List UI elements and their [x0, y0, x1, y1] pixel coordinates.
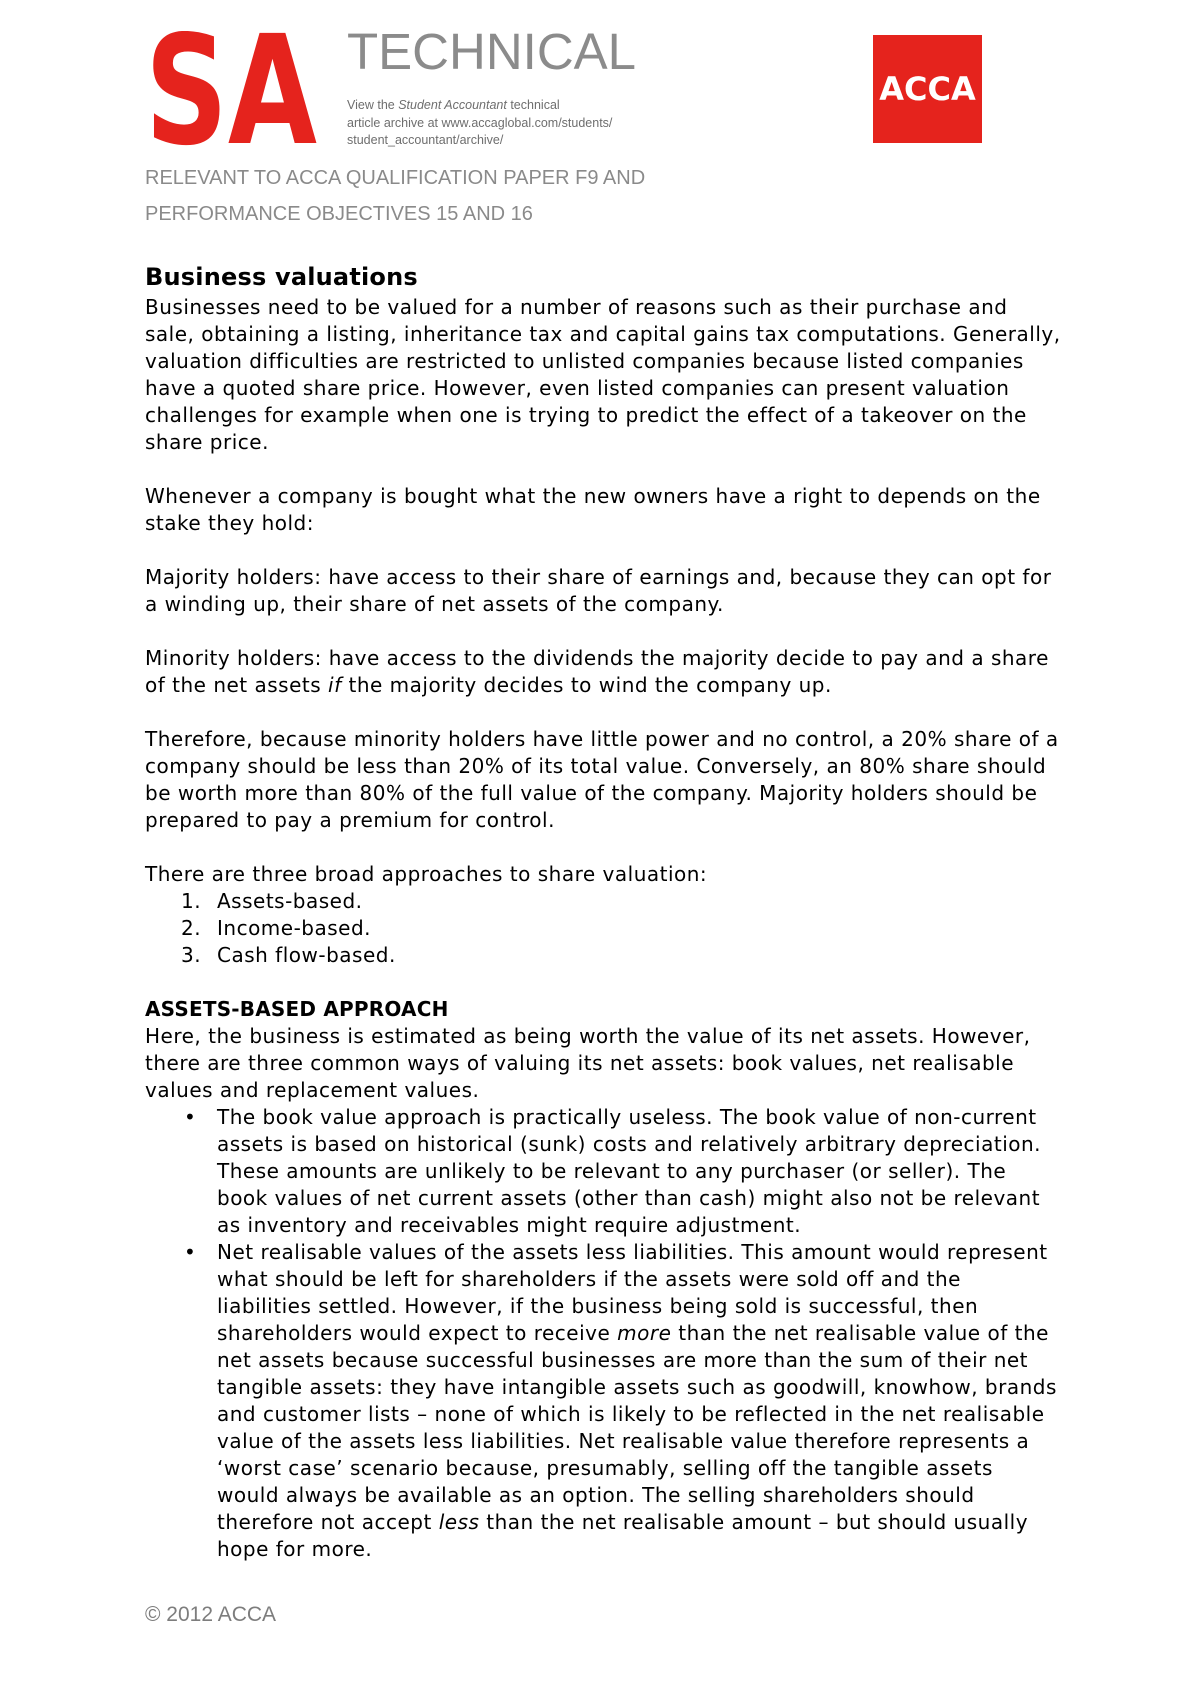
text-line: hope for more.	[217, 1537, 373, 1561]
text-line: ‘worst case’ scenario because, presumably, selling off the tangible assets	[217, 1456, 993, 1480]
list-number: 3.	[181, 943, 202, 967]
text-line: be worth more than 80% of the full value of the company. Majority holders should be	[145, 781, 1038, 805]
text-line: assets is based on historical (sunk) costs and relatively arbitrary depreciation.	[217, 1132, 1042, 1156]
bullet-item	[145, 1104, 1145, 1239]
masthead-label: TECHNICAL	[347, 23, 637, 80]
approach-list-item	[145, 888, 1145, 915]
text-line: a winding up, their share of net assets of the company.	[145, 592, 724, 616]
text-line	[217, 1509, 1057, 1536]
text-segment: shareholders would expect to receive	[217, 1321, 618, 1345]
text-line: Minority holders: have access to the dividends the majority decide to pay and a share	[145, 646, 1049, 670]
text-line: there are three common ways of valuing its net assets: book values, net realisable	[145, 1051, 1015, 1075]
relevance-statement	[145, 160, 645, 232]
text-line: value of the assets less liabilities. Net realisable value therefore represents a	[217, 1429, 1030, 1453]
text-line: stake they hold:	[145, 511, 314, 535]
text-line: prepared to pay a premium for control.	[145, 808, 555, 832]
text-line: net assets because successful businesses are more than the sum of their net	[217, 1348, 1029, 1372]
text-line: Here, the business is estimated as being worth the value of its net assets. However,	[145, 1024, 1031, 1048]
text-line	[145, 672, 1145, 699]
text-line: would always be available as an option. The selling shareholders should	[217, 1483, 975, 1507]
text-line: Businesses need to be valued for a number of reasons such as their purchase and	[145, 295, 1008, 319]
approaches-block	[145, 861, 1145, 969]
article-title: Business valuations	[145, 263, 418, 291]
list-item-label: Income-based.	[217, 916, 372, 940]
text-line: valuation difficulties are restricted to unlisted companies because listed companies	[145, 349, 1024, 373]
emphasis: more	[617, 1321, 672, 1345]
emphasis: if	[328, 673, 342, 697]
control-premium-paragraph	[145, 726, 1145, 834]
text-segment: View the	[347, 98, 399, 112]
text-line: liabilities settled. However, if the business being sold is successful, then	[217, 1294, 979, 1318]
acca-logo	[873, 35, 982, 143]
text-line	[217, 1320, 1057, 1347]
acca-logo-text: ACCA	[879, 70, 976, 108]
bullet-item	[145, 1239, 1145, 1563]
bullet-text	[217, 1104, 1041, 1239]
list-number: 1.	[181, 889, 202, 913]
text-line: Net realisable values of the assets less liabilities. This amount would represent	[217, 1240, 1048, 1264]
approaches-intro: There are three broad approaches to share valuation:	[145, 862, 708, 886]
text-segment: technical	[506, 98, 560, 112]
majority-holders-paragraph	[145, 564, 1145, 618]
article-body	[145, 260, 1145, 1563]
masthead-logo	[145, 31, 321, 147]
assets-intro-paragraph	[145, 1023, 1145, 1104]
text-line: what should be left for shareholders if the assets were sold off and the	[217, 1267, 961, 1291]
text-segment: than the net realisable amount – but should usually	[479, 1510, 1029, 1534]
emphasis: Student Accountant	[398, 98, 507, 112]
relevance-line: PERFORMANCE OBJECTIVES 15 AND 16	[145, 203, 533, 225]
bullet-marker: •	[184, 1240, 197, 1264]
text-line: and customer lists – none of which is likely to be reflected in the net realisable	[217, 1402, 1045, 1426]
text-line: Majority holders: have access to their share of earnings and, because they can opt for	[145, 565, 1052, 589]
list-item-label: Assets-based.	[217, 889, 363, 913]
text-line: Whenever a company is bought what the new owners have a right to depends on the	[145, 484, 1041, 508]
text-segment: the majority decides to wind the company up.	[341, 673, 832, 697]
text-line: The book value approach is practically useless. The book value of non-current	[217, 1105, 1037, 1129]
text-line: sale, obtaining a listing, inheritance tax and capital gains tax computations. Generally,	[145, 322, 1061, 346]
archive-note	[347, 97, 612, 150]
text-line: Therefore, because minority holders have little power and no control, a 20% share of a	[145, 727, 1059, 751]
text-line: book values of net current assets (other than cash) might also not be relevant	[217, 1186, 1041, 1210]
archive-note-line: article archive at www.accaglobal.com/students/	[347, 115, 613, 130]
text-line: as inventory and receivables might require adjustment.	[217, 1213, 802, 1237]
text-line: company should be less than 20% of its total value. Conversely, an 80% share should	[145, 754, 1047, 778]
text-line: values and replacement values.	[145, 1078, 480, 1102]
intro-paragraph	[145, 294, 1145, 456]
list-item-label: Cash flow-based.	[217, 943, 396, 967]
ownership-paragraph	[145, 483, 1145, 537]
minority-holders-paragraph	[145, 645, 1145, 699]
text-segment: therefore not accept	[217, 1510, 439, 1534]
approach-list-item	[145, 915, 1145, 942]
relevance-line: RELEVANT TO ACCA QUALIFICATION PAPER F9 AND	[145, 167, 646, 189]
text-line: These amounts are unlikely to be relevant to any purchaser (or seller). The	[217, 1159, 1007, 1183]
masthead-text: SA	[145, 31, 318, 147]
text-line: share price.	[145, 430, 269, 454]
text-segment: than the net realisable value of the	[671, 1321, 1049, 1345]
text-segment: of the net assets	[145, 673, 329, 697]
section-heading: ASSETS-BASED APPROACH	[145, 997, 449, 1021]
copyright-footer: © 2012 ACCA	[145, 1603, 277, 1626]
text-line: challenges for example when one is trying to predict the effect of a takeover on the	[145, 403, 1027, 427]
text-line: tangible assets: they have intangible assets such as goodwill, knowhow, brands	[217, 1375, 1057, 1399]
text-line: have a quoted share price. However, even listed companies can present valuation	[145, 376, 1010, 400]
bullet-text	[217, 1239, 1057, 1563]
approach-list-item	[145, 942, 1145, 969]
list-number: 2.	[181, 916, 202, 940]
bullet-marker: •	[184, 1105, 197, 1129]
archive-note-line	[347, 97, 612, 115]
archive-note-line: student_accountant/archive/	[347, 133, 504, 147]
emphasis: less	[438, 1510, 480, 1534]
